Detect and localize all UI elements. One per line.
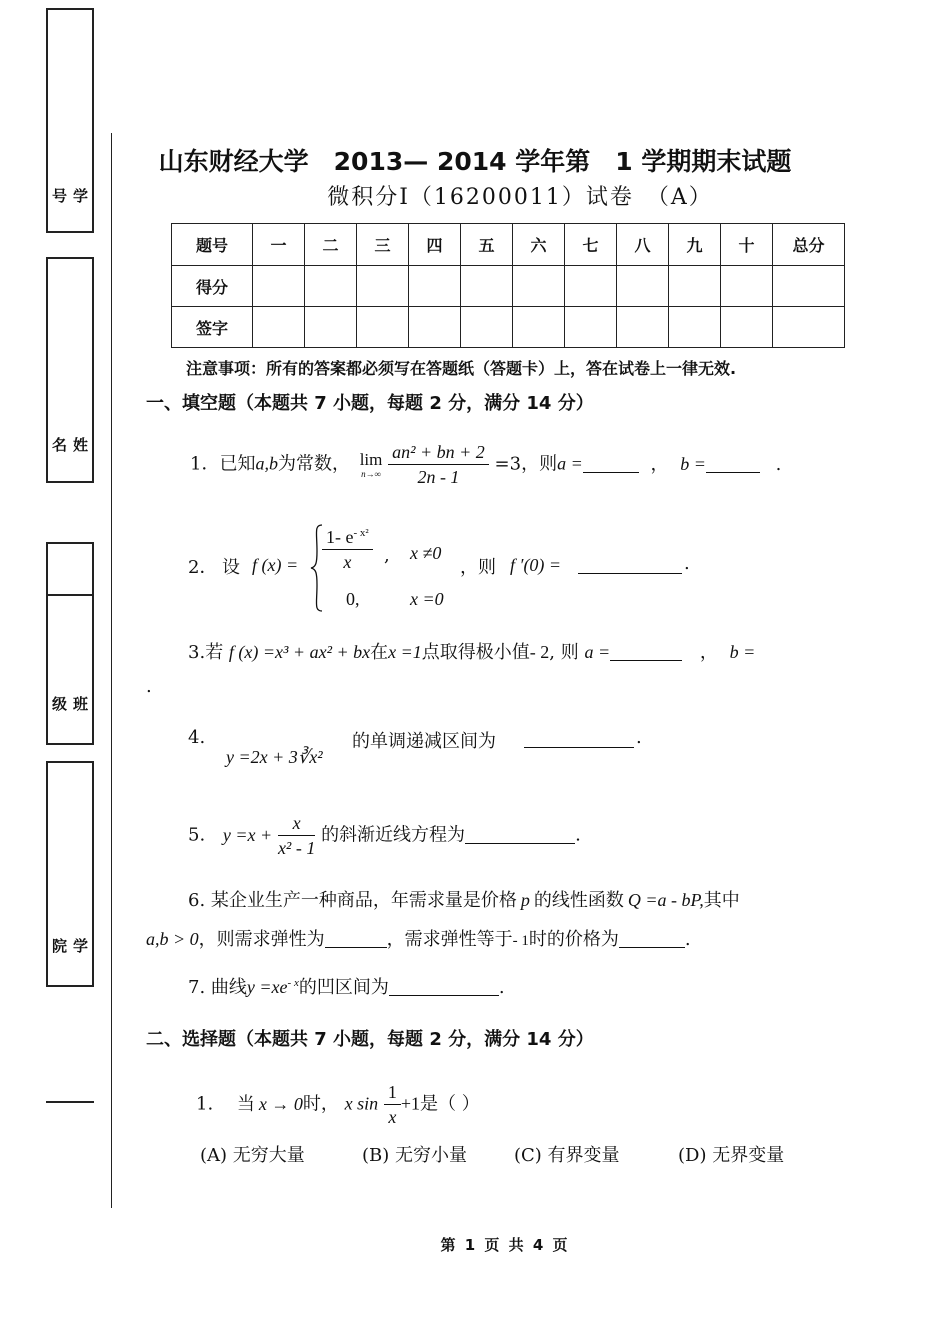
class-box-top — [46, 542, 94, 596]
table-row — [172, 307, 845, 348]
header-cell: 三 — [357, 224, 409, 266]
sign-cell — [357, 307, 409, 348]
choice-question-1: 1. 当 x → 0时， x sin $\frac{1}{x}$ +1是（ ） — [196, 1082, 480, 1127]
score-cell — [565, 266, 617, 307]
choice-option-c[interactable]: (C) 有界变量 — [514, 1145, 620, 1166]
score-cell — [253, 266, 305, 307]
sign-cell — [461, 307, 513, 348]
sign-cell — [773, 307, 845, 348]
header-cell: 题号 — [172, 224, 253, 266]
sign-cell — [669, 307, 721, 348]
choice-option-d[interactable]: (D) 无界变量 — [678, 1145, 785, 1166]
answer-blank[interactable] — [389, 977, 499, 996]
row-label: 得分 — [172, 266, 253, 307]
sign-cell — [565, 307, 617, 348]
fill-question-1: 1．已知a,b为常数， lim n→∞ $\frac{\text{an² + bn + 2}}{2n - 1}$ =3，则a = ， b = . — [190, 442, 782, 487]
table-row — [172, 266, 845, 307]
choice-option-a[interactable]: (A) 无穷大量 — [200, 1145, 305, 1166]
score-cell — [305, 266, 357, 307]
college-box — [46, 761, 94, 987]
notice-text: 注意事项：所有的答案都必须写在答题纸（答题卡）上，答在试卷上一律无效. — [186, 359, 737, 378]
limit-fraction: $\frac{\text{an² + bn + 2}}{2n - 1}$ — [388, 440, 489, 489]
answer-blank[interactable] — [524, 729, 634, 748]
fill-question-6-line2: a,b > 0，则需求弹性为 ，需求弹性等于- 1时的价格为 . — [146, 929, 691, 950]
class-label: 班 级 — [50, 696, 89, 721]
row-label: 签字 — [172, 307, 253, 348]
answer-blank[interactable] — [465, 825, 575, 844]
header-cell: 二 — [305, 224, 357, 266]
sign-cell — [305, 307, 357, 348]
score-cell — [357, 266, 409, 307]
sign-cell — [617, 307, 669, 348]
sign-cell — [513, 307, 565, 348]
table-row — [172, 224, 845, 266]
class-box — [46, 594, 94, 745]
binding-line — [111, 133, 112, 1208]
sign-cell — [409, 307, 461, 348]
score-cell — [617, 266, 669, 307]
answer-blank[interactable] — [706, 454, 760, 473]
score-cell — [721, 266, 773, 307]
header-cell: 七 — [565, 224, 617, 266]
student-id-label: 学 号 — [50, 188, 89, 213]
college-label: 学 院 — [50, 938, 89, 963]
header-cell: 九 — [669, 224, 721, 266]
score-cell — [409, 266, 461, 307]
answer-blank[interactable] — [619, 929, 685, 948]
score-cell — [513, 266, 565, 307]
score-table — [171, 223, 845, 348]
header-cell: 六 — [513, 224, 565, 266]
fill-question-5: 5. y =x + $\frac{x}{\text{x² - 1}}$ 的斜渐近线方程为 . — [188, 813, 581, 858]
sign-cell — [253, 307, 305, 348]
header-cell: 五 — [461, 224, 513, 266]
choice-option-b[interactable]: (B) 无穷小量 — [362, 1145, 467, 1166]
header-cell: 四 — [409, 224, 461, 266]
exam-title: 山东财经大学 2013— 2014 学年第 1 学期期末试题 — [158, 147, 792, 176]
answer-blank[interactable] — [325, 929, 387, 948]
answer-blank[interactable] — [610, 642, 682, 661]
fill-question-3: 3.若 f (x) =x³ + ax² + bx在x =1点取得极小值- 2, 则 a = ， b = — [188, 642, 756, 663]
score-cell — [669, 266, 721, 307]
score-cell — [461, 266, 513, 307]
side-divider — [46, 1101, 94, 1103]
sign-cell — [721, 307, 773, 348]
header-cell: 八 — [617, 224, 669, 266]
answer-blank[interactable] — [583, 454, 639, 473]
section1-heading: 一、填空题（本题共 7 小题，每题 2 分，满分 14 分） — [146, 393, 594, 414]
exam-subtitle: 微积分Ⅰ（16200011）试卷 （A） — [327, 185, 713, 210]
header-cell: 一 — [253, 224, 305, 266]
fill-question-7: 7. 曲线$y =xe^{- x}$的凹区间为 . — [188, 977, 505, 998]
fill-question-3-end: . — [146, 676, 152, 697]
header-cell: 十 — [721, 224, 773, 266]
score-cell — [773, 266, 845, 307]
name-box — [46, 257, 94, 483]
name-label: 姓 名 — [50, 437, 89, 462]
fill-question-6-line1: 6. 某企业生产一种商品，年需求量是价格 p 的线性函数 Q =a - bP,其中 — [188, 890, 740, 911]
header-cell: 总分 — [773, 224, 845, 266]
section2-heading: 二、选择题（本题共 7 小题，每题 2 分，满分 14 分） — [146, 1029, 594, 1050]
page-footer: 第 1 页 共 4 页 — [440, 1236, 570, 1254]
answer-blank[interactable] — [578, 555, 682, 574]
